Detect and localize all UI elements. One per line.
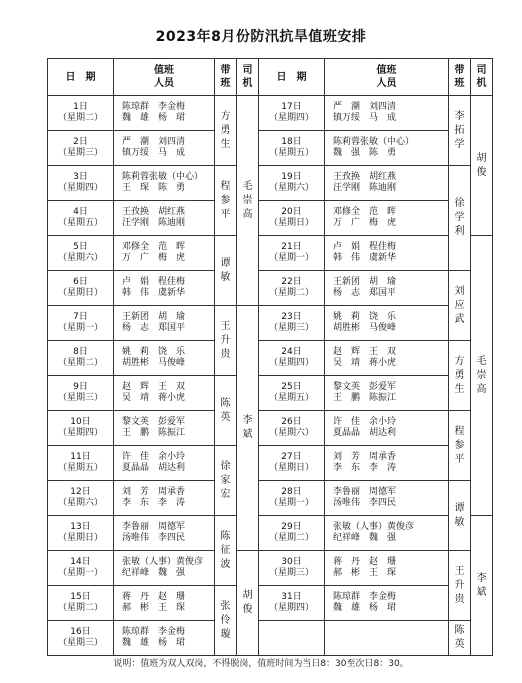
weekday-label: （星期一）: [57, 323, 103, 333]
weekday-label: （星期二）: [268, 533, 314, 543]
driver-cell: 李斌: [237, 306, 259, 551]
staff-names: 陈琼群 李金梅: [122, 102, 186, 112]
date-cell: [259, 201, 325, 236]
weekday-label: （星期日）: [57, 533, 103, 543]
date-cell: [259, 341, 325, 376]
day-label: 19日: [281, 172, 302, 182]
header-staff-line1: 值班: [154, 65, 174, 76]
weekday-label: （星期六）: [268, 428, 314, 438]
leader-cell: 方勇生: [449, 341, 471, 411]
date-cell: [48, 341, 114, 376]
table-row: [48, 306, 493, 341]
leader-cell: 刘应武: [449, 271, 471, 341]
duty-staff-cell: [114, 481, 215, 516]
staff-names: 镇万绥 马 成: [333, 113, 397, 123]
day-label: 30日: [281, 557, 302, 567]
weekday-label: （星期四）: [57, 428, 103, 438]
duty-staff-cell: [114, 131, 215, 166]
table-row: [48, 621, 493, 656]
staff-names: 郝 彬 王 琛: [333, 568, 397, 578]
day-label: 4日: [73, 207, 88, 217]
duty-staff-cell: [114, 376, 215, 411]
duty-staff-cell: [325, 586, 449, 621]
weekday-label: （星期六）: [57, 498, 103, 508]
day-label: 23日: [281, 312, 302, 322]
day-label: 21日: [281, 242, 302, 252]
date-cell: [48, 586, 114, 621]
weekday-label: （星期六）: [268, 183, 314, 193]
staff-names: 胡胜彬 马俊峰: [122, 358, 186, 368]
duty-staff-cell: [114, 446, 215, 481]
duty-staff-cell: [325, 516, 449, 551]
page-title: 2023年8月份防汛抗旱值班安排: [155, 29, 367, 45]
day-label: 25日: [281, 382, 302, 392]
table-row: [48, 96, 493, 131]
staff-names: 黎文英 彭爱军: [122, 417, 186, 427]
staff-names: 卢 娟 程佳梅: [333, 242, 397, 252]
date-cell: [259, 481, 325, 516]
day-label: 6日: [73, 277, 88, 287]
date-cell: [48, 621, 114, 656]
day-label: 7日: [73, 312, 88, 322]
date-cell: [48, 481, 114, 516]
table-row: [48, 376, 493, 411]
weekday-label: （星期二）: [268, 288, 314, 298]
staff-names: 吴 靖 蒋小虎: [122, 393, 186, 403]
weekday-label: （星期五）: [57, 463, 103, 473]
table-row: [48, 236, 493, 271]
table-header-row: [48, 59, 493, 96]
weekday-label: （星期四）: [268, 603, 314, 613]
duty-staff-cell: [114, 306, 215, 341]
footnote: 说明：值班为双人双岗，不得脱岗，值班时间为当日8：30至次日8：30。: [113, 659, 409, 669]
staff-names: 严 潮 刘四清: [122, 137, 186, 147]
leader-cell: 王升贵: [215, 306, 237, 376]
table-row: [48, 551, 493, 586]
day-label: 29日: [281, 522, 302, 532]
duty-staff-cell: [114, 271, 215, 306]
duty-staff-cell: [325, 271, 449, 306]
header-staff-line2: 人员: [154, 78, 174, 89]
weekday-label: （星期三）: [57, 393, 103, 403]
staff-names: 卢 娟 程佳梅: [122, 277, 186, 287]
table-row: [48, 131, 493, 166]
day-label: 18日: [281, 137, 302, 147]
staff-names: 韩 伟 虞新华: [122, 288, 186, 298]
staff-names: 赵 辉 王 双: [333, 347, 397, 357]
duty-staff-cell: [325, 236, 449, 271]
header-leader-right: 带班: [449, 59, 471, 96]
staff-names: 万 广 梅 虎: [122, 253, 186, 263]
leader-cell: 徐学利: [449, 166, 471, 271]
staff-names: 邓修全 范 晖: [122, 242, 186, 252]
empty-cell: [259, 621, 325, 656]
leader-cell: 谭敏: [215, 236, 237, 306]
table-row: [48, 586, 493, 621]
driver-cell: 毛崇高: [237, 96, 259, 306]
staff-names: 王孜换 胡红燕: [333, 172, 397, 182]
driver-cell: 胡俊: [471, 96, 493, 236]
header-staff-left: [114, 59, 215, 96]
staff-names: 汤唯伟 李四民: [333, 498, 397, 508]
day-label: 28日: [281, 487, 302, 497]
staff-names: 许 佳 余小玲: [122, 452, 186, 462]
header-date-left: 日 期: [48, 59, 114, 96]
leader-cell: 陈英: [215, 376, 237, 446]
table-row: [48, 201, 493, 236]
duty-staff-cell: [325, 96, 449, 131]
staff-names: 魏 雄 杨 珺: [122, 113, 186, 123]
date-cell: [259, 376, 325, 411]
staff-names: 陈莉蓉张敏（中心）: [122, 172, 204, 182]
staff-names: 李 东 李 涛: [333, 463, 397, 473]
header-staff-line2: 人员: [376, 78, 397, 89]
day-label: 15日: [70, 592, 91, 602]
date-cell: [48, 551, 114, 586]
staff-names: 魏 雄 杨 珺: [333, 603, 397, 613]
day-label: 8日: [73, 347, 88, 357]
staff-names: 郝 彬 王 琛: [122, 603, 186, 613]
day-label: 5日: [73, 242, 88, 252]
date-cell: [259, 586, 325, 621]
duty-staff-cell: [114, 236, 215, 271]
weekday-label: （星期五）: [268, 393, 314, 403]
day-label: 2日: [73, 137, 88, 147]
day-label: 26日: [281, 417, 302, 427]
weekday-label: （星期三）: [57, 148, 103, 158]
staff-names: 李鲁丽 周德军: [122, 522, 186, 532]
header-driver-right: 司机: [471, 59, 493, 96]
duty-staff-cell: [114, 516, 215, 551]
staff-names: 汪学刚 陈迪刚: [333, 183, 397, 193]
day-label: 17日: [281, 102, 302, 112]
leader-cell: 谭敏: [449, 481, 471, 551]
weekday-label: （星期一）: [268, 498, 314, 508]
header-leader-left: 带班: [215, 59, 237, 96]
leader-cell: 李拓学: [449, 96, 471, 166]
day-label: 27日: [281, 452, 302, 462]
staff-names: 万 广 梅 虎: [333, 218, 397, 228]
table-row: [48, 446, 493, 481]
date-cell: [48, 96, 114, 131]
staff-names: 许 佳 余小玲: [333, 417, 397, 427]
duty-staff-cell: [114, 201, 215, 236]
staff-names: 吴 靖 蒋小虎: [333, 358, 397, 368]
day-label: 24日: [281, 347, 302, 357]
date-cell: [259, 411, 325, 446]
staff-names: 夏晶晶 胡达利: [333, 428, 397, 438]
staff-names: 姚 莉 饶 乐: [333, 312, 397, 322]
staff-names: 赵 辉 王 双: [122, 382, 186, 392]
date-cell: [48, 236, 114, 271]
leader-cell: 陈英: [449, 621, 471, 656]
weekday-label: （星期五）: [57, 218, 103, 228]
date-cell: [48, 446, 114, 481]
header-date-right: 日 期: [259, 59, 325, 96]
day-label: 13日: [70, 522, 91, 532]
duty-staff-cell: [325, 131, 449, 166]
staff-names: 汤唯伟 李四民: [122, 533, 186, 543]
day-label: 12日: [70, 487, 91, 497]
day-label: 9日: [73, 382, 88, 392]
day-label: 11日: [70, 452, 91, 462]
staff-names: 魏 雄 杨 珺: [122, 638, 186, 648]
weekday-label: （星期四）: [268, 113, 314, 123]
date-cell: [48, 411, 114, 446]
weekday-label: （星期三）: [57, 638, 103, 648]
day-label: 3日: [73, 172, 88, 182]
staff-names: 胡胜彬 马俊峰: [333, 323, 397, 333]
weekday-label: （星期二）: [57, 358, 103, 368]
staff-names: 李 东 李 涛: [122, 498, 186, 508]
staff-names: 王孜换 胡红燕: [122, 207, 186, 217]
date-cell: [48, 306, 114, 341]
staff-names: 陈莉蓉张敏（中心）: [333, 137, 415, 147]
table-row: [48, 341, 493, 376]
staff-names: 韩 伟 虞新华: [333, 253, 397, 263]
weekday-label: （星期六）: [57, 253, 103, 263]
header-driver-left: 司机: [237, 59, 259, 96]
weekday-label: （星期二）: [57, 603, 103, 613]
weekday-label: （星期三）: [268, 323, 314, 333]
duty-staff-cell: [325, 341, 449, 376]
staff-names: 蒋 丹 赵 珊: [122, 592, 186, 602]
date-cell: [48, 516, 114, 551]
table-row: [48, 166, 493, 201]
staff-names: 邓修全 范 晖: [333, 207, 397, 217]
duty-staff-cell: [325, 446, 449, 481]
staff-names: 陈琼群 李金梅: [122, 627, 186, 637]
staff-names: 蒋 丹 赵 珊: [333, 557, 397, 567]
weekday-label: （星期三）: [268, 568, 314, 578]
day-label: 1日: [73, 102, 88, 112]
day-label: 14日: [70, 557, 91, 567]
weekday-label: （星期四）: [57, 183, 103, 193]
table-row: [48, 481, 493, 516]
date-cell: [259, 166, 325, 201]
staff-names: 夏晶晶 胡达利: [122, 463, 186, 473]
duty-schedule-table: [47, 58, 493, 656]
duty-staff-cell: [325, 166, 449, 201]
date-cell: [48, 201, 114, 236]
duty-staff-cell: [325, 551, 449, 586]
staff-names: 纪祥峰 魏 强: [122, 568, 186, 578]
date-cell: [48, 131, 114, 166]
date-cell: [259, 271, 325, 306]
day-label: 10日: [70, 417, 91, 427]
date-cell: [259, 96, 325, 131]
weekday-label: （星期日）: [268, 463, 314, 473]
date-cell: [259, 446, 325, 481]
staff-names: 严 潮 刘四清: [333, 102, 397, 112]
duty-staff-cell: [114, 341, 215, 376]
staff-names: 王 鹏 陈振江: [333, 393, 397, 403]
day-label: 16日: [70, 627, 91, 637]
duty-staff-cell: [114, 586, 215, 621]
date-cell: [259, 131, 325, 166]
duty-staff-cell: [325, 376, 449, 411]
duty-staff-cell: [325, 481, 449, 516]
date-cell: [259, 516, 325, 551]
weekday-label: （星期二）: [57, 113, 103, 123]
date-cell: [259, 306, 325, 341]
date-cell: [259, 236, 325, 271]
driver-cell: 毛崇高: [471, 236, 493, 516]
staff-names: 陈琼群 李金梅: [333, 592, 397, 602]
staff-names: 魏 强 陈 勇: [333, 148, 397, 158]
staff-names: 刘 芳 周承香: [122, 487, 186, 497]
day-label: 31日: [281, 592, 302, 602]
duty-staff-cell: [114, 621, 215, 656]
weekday-label: （星期一）: [268, 253, 314, 263]
day-label: 20日: [281, 207, 302, 217]
leader-cell: 陈征波: [215, 516, 237, 586]
staff-names: 王新团 胡 瑜: [333, 277, 397, 287]
staff-names: 王 鹏 陈振江: [122, 428, 186, 438]
leader-cell: 徐家宏: [215, 446, 237, 516]
duty-staff-cell: [114, 411, 215, 446]
date-cell: [48, 166, 114, 201]
staff-names: 纪祥峰 魏 强: [333, 533, 397, 543]
staff-names: 张敏（人事）黄俊彦: [122, 557, 204, 567]
staff-names: 刘 芳 周承香: [333, 452, 397, 462]
staff-names: 王新团 胡 瑜: [122, 312, 186, 322]
staff-names: 汪学刚 陈迪刚: [122, 218, 186, 228]
date-cell: [48, 271, 114, 306]
staff-names: 镇万绥 马 成: [122, 148, 186, 158]
empty-cell: [325, 621, 449, 656]
leader-cell: 王升贵: [449, 551, 471, 621]
weekday-label: （星期一）: [57, 568, 103, 578]
duty-staff-cell: [325, 411, 449, 446]
staff-names: 李鲁丽 周德军: [333, 487, 397, 497]
leader-cell: 程参平: [449, 411, 471, 481]
duty-staff-cell: [114, 166, 215, 201]
weekday-label: （星期日）: [268, 218, 314, 228]
weekday-label: （星期四）: [268, 358, 314, 368]
weekday-label: （星期五）: [268, 148, 314, 158]
duty-staff-cell: [114, 96, 215, 131]
duty-staff-cell: [114, 551, 215, 586]
staff-names: 杨 志 郑国平: [122, 323, 186, 333]
weekday-label: （星期日）: [57, 288, 103, 298]
staff-names: 黎文英 彭爱军: [333, 382, 397, 392]
table-row: [48, 271, 493, 306]
table-row: [48, 411, 493, 446]
staff-names: 王 琛 陈 勇: [122, 183, 186, 193]
duty-staff-cell: [325, 306, 449, 341]
leader-cell: 张伶璇: [215, 586, 237, 656]
staff-names: 张敏（人事）黄俊彦: [333, 522, 415, 532]
staff-names: 杨 志 郑国平: [333, 288, 397, 298]
table-row: [48, 516, 493, 551]
date-cell: [259, 551, 325, 586]
driver-cell: 李斌: [471, 516, 493, 656]
leader-cell: 程参平: [215, 166, 237, 236]
driver-cell: 胡俊: [237, 551, 259, 656]
staff-names: 姚 莉 饶 乐: [122, 347, 186, 357]
header-staff-right: [325, 59, 449, 96]
duty-staff-cell: [325, 201, 449, 236]
date-cell: [48, 376, 114, 411]
header-staff-line1: 值班: [376, 65, 397, 76]
day-label: 22日: [281, 277, 302, 287]
leader-cell: 方勇生: [215, 96, 237, 166]
